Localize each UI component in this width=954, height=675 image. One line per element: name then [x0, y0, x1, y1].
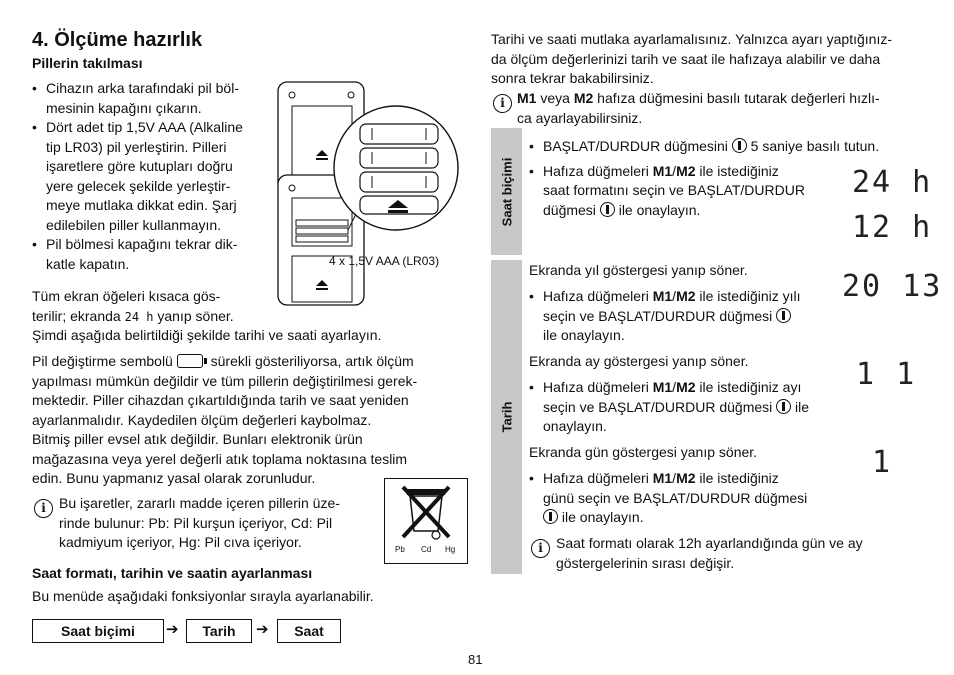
lcd-month-display: 1 1 — [856, 357, 917, 392]
crossed-bin-icon — [385, 479, 467, 549]
battery-compartment-figure — [276, 80, 464, 310]
date-order-note: Saat formatı olarak 12h ayarlandığında gün ve ay göstergelerinin sırası değişir. — [556, 535, 863, 571]
time-format-sidebar — [491, 128, 522, 255]
battery-icon — [177, 354, 203, 368]
format-intro: Bu menüde aşağıdaki fonksiyonlar sırayla ayarlanabilir. — [32, 588, 374, 604]
set-date-instruction: Şimdi aşağıda belirtildiği şekilde tarihi ve saati ayarlayın. — [32, 327, 382, 343]
battery-steps-list — [32, 79, 272, 274]
start-stop-button-icon — [732, 138, 747, 153]
info-icon: i — [531, 539, 550, 558]
bin-label-hg: Hg — [445, 545, 456, 554]
lcd-day-display: 1 — [872, 445, 893, 480]
memory-button-note: M1 veya M2 hafıza düğmesini basılı tutarak değerleri hızlı- ca ayarlayabilirsiniz. — [517, 90, 880, 126]
day-intro: Ekranda gün göstergesi yanıp söner. — [529, 444, 758, 460]
hazard-info-note: Bu işaretler, zararlı madde içeren pillerin üze- rinde bulunur: Pb: Pil kurşun içeriyor, Cd: Pil kadmiyum içeriyor, Hg: Pil cıva içeriyor. — [59, 495, 340, 550]
list-item: • Hafıza düğmeleri M1/M2 ile istediğiniz yılı seçin ve BAŞLAT/DURDUR düğmesi ile onaylayın. — [529, 287, 839, 346]
right-intro-paragraph: Tarihi ve saati mutlaka ayarlamalısınız. Yalnızca ayarı yaptığınız- da ölçüm değerlerinizi tarih ve saat ile hafızaya alabilir ve daha sonra tekrar bakabilirsiniz. — [491, 31, 892, 86]
nav-step-time: Saat — [277, 619, 341, 643]
batteries-heading: Pillerin takılması — [32, 55, 143, 71]
battery-change-paragraph: Pil değiştirme sembolü sürekli gösteriliyorsa, artık ölçüm yapılması mümkün değildir ve tüm pillerin değiştirilmesi gerek- mektedir. Piller cihazdan çıkartıldığında tarih ve saat yeniden ayarlanmalıdır. Kaydedilen ölçüm değerleri kaybolmaz. Bitmiş piller evsel atık değildir. Bunları elektronik ürün mağazasına veya yerel değerli atık toplama noktasına teslim edin. Bunu yapmanız yasal olarak zorunludur. — [32, 353, 418, 486]
list-item: • BAŞLAT/DURDUR düğmesini 5 saniye basılı tutun. — [529, 137, 929, 157]
month-intro: Ekranda ay göstergesi yanıp söner. — [529, 353, 749, 369]
battery-illustration — [276, 80, 464, 310]
list-item: • Cihazın arka tarafındaki pil böl- mesinin kapağını çıkarın. — [32, 79, 272, 118]
battery-caption: 4 x 1,5V AAA (LR03) — [329, 254, 440, 268]
crossed-bin-symbol — [384, 478, 468, 564]
start-stop-button-icon — [776, 308, 791, 323]
lcd-year-display: 20 13 — [842, 269, 943, 304]
date-sidebar — [491, 260, 522, 574]
year-intro: Ekranda yıl göstergesi yanıp söner. — [529, 262, 748, 278]
lcd-24h-symbol: 24 h — [124, 309, 154, 324]
start-stop-button-icon — [600, 202, 615, 217]
list-item: • Dört adet tip 1,5V AAA (Alkaline tip LR03) pil yerleştirin. Pilleri işaretlere göre kutupları doğru yere gelecek şekilde yerleştir- meye mutlaka dikkat edin. Şarj edilebilen piller kullanmayın. — [32, 118, 272, 235]
year-steps — [529, 287, 839, 346]
nav-step-time-format: Saat biçimi — [32, 619, 164, 643]
day-steps — [529, 469, 849, 528]
format-heading: Saat formatı, tarihin ve saatin ayarlanması — [32, 565, 313, 581]
month-steps — [529, 378, 849, 437]
section-title: 4. Ölçüme hazırlık — [32, 29, 203, 51]
start-stop-button-icon — [543, 509, 558, 524]
page-number: 81 — [468, 652, 483, 667]
lcd-12h-display: 12 h — [852, 210, 933, 245]
info-icon: i — [34, 499, 53, 518]
display-flash-paragraph: Tüm ekran öğeleri kısaca gös- terilir; ekranda 24 h yanıp söner. — [32, 288, 234, 324]
info-icon: i — [493, 94, 512, 113]
list-item: • Hafıza düğmeleri M1/M2 ile istediğiniz ayı seçin ve BAŞLAT/DURDUR düğmesi ile onaylayın. — [529, 378, 849, 437]
bin-label-pb: Pb — [395, 545, 405, 554]
list-item: • Hafıza düğmeleri M1/M2 ile istediğiniz saat formatını seçin ve BAŞLAT/DURDUR düğmesi ile onaylayın. — [529, 162, 843, 221]
start-stop-button-icon — [776, 399, 791, 414]
list-item: • Hafıza düğmeleri M1/M2 ile istediğiniz günü seçin ve BAŞLAT/DURDUR düğmesi ile onaylayın. — [529, 469, 849, 528]
bin-label-cd: Cd — [421, 545, 432, 554]
lcd-24h-display: 24 h — [852, 165, 933, 200]
arrow-icon: ➔ — [256, 621, 269, 638]
list-item: • Pil bölmesi kapağını tekrar dik- katle kapatın. — [32, 235, 272, 274]
nav-step-date: Tarih — [186, 619, 252, 643]
time-format-label: Saat biçimi — [498, 157, 514, 226]
arrow-icon: ➔ — [166, 621, 179, 638]
date-label: Tarih — [498, 401, 514, 433]
